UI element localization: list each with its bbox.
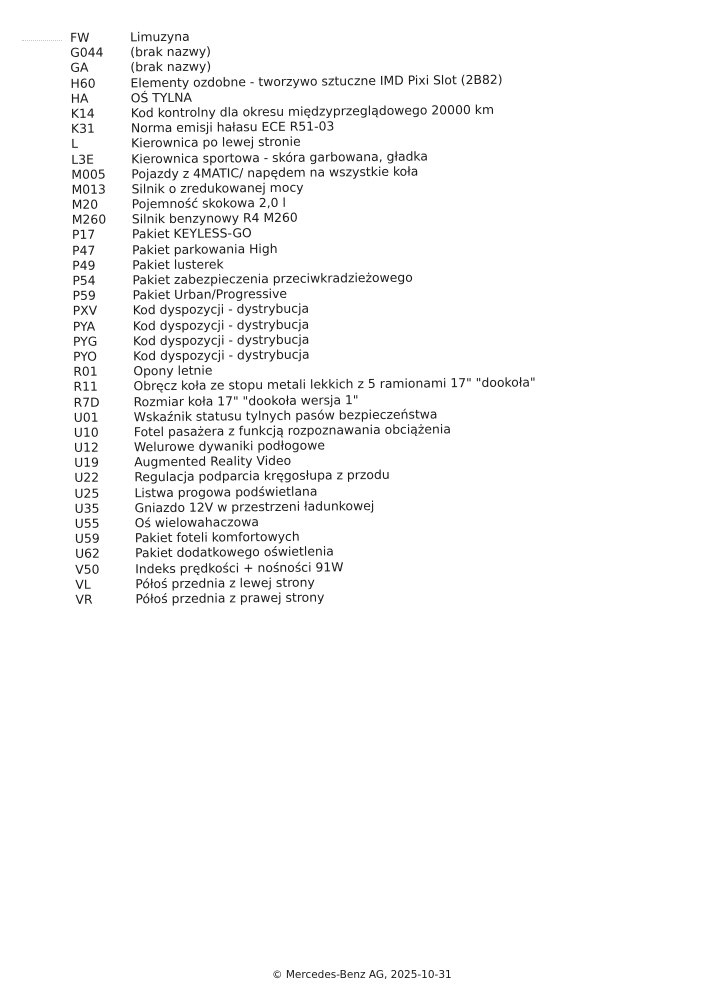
option-description: Limuzyna [129, 28, 190, 45]
option-description: Rozmiar koła 17" "dookoła wersja 1" [133, 391, 359, 409]
option-code: HA [70, 90, 89, 106]
option-description: Obręcz koła ze stopu metali lekkich z 5 ramionami 17" "dookoła" [133, 374, 536, 394]
option-code: U10 [73, 424, 99, 440]
option-description: Półoś przednia z lewej strony [135, 574, 315, 592]
option-description: Silnik benzynowy R4 M260 [131, 209, 298, 227]
option-code: PYG [72, 333, 98, 349]
option-description: Pakiet KEYLESS-GO [131, 225, 252, 242]
option-description: Pojemność skokowa 2,0 l [131, 194, 286, 212]
option-code: U22 [74, 470, 100, 486]
option-description: Pojazdy z 4MATIC/ napędem na wszystkie koła [131, 163, 419, 182]
option-description: Norma emisji hałasu ECE R51-03 [130, 118, 335, 136]
option-description: OŚ TYLNA [130, 89, 193, 106]
option-description: Pakiet Urban/Progressive [132, 286, 288, 303]
option-description: Pakiet zabezpieczenia przeciwkradzieżowego [132, 269, 413, 288]
option-code: GA [70, 60, 89, 76]
option-code: P49 [72, 257, 96, 273]
copyright-footer: © Mercedes-Benz AG, 2025-10-31 [272, 969, 452, 981]
option-description: Wskaźnik statusu tylnych pasów bezpieczeństwa [133, 406, 438, 424]
option-code: M013 [71, 181, 106, 197]
option-code: K14 [70, 105, 95, 121]
option-code: M20 [71, 196, 99, 212]
option-description: Kod kontrolny dla okresu międzyprzeglądowego 20000 km [130, 101, 495, 121]
option-code: U35 [74, 500, 100, 516]
option-code: K31 [70, 120, 95, 137]
option-code: FW [69, 29, 90, 45]
option-description: Kierownica sportowa - skóra garbowana, gładka [131, 147, 429, 166]
option-description: Oś wielowahaczowa [134, 514, 259, 531]
equipment-code-list [60, 24, 666, 607]
option-description: Fotel pasażera z funkcją rozpoznawania obciążenia [133, 421, 451, 440]
option-code: G044 [70, 44, 104, 61]
option-code: R7D [73, 394, 100, 410]
option-code: U62 [74, 546, 100, 562]
option-description: Gniazdo 12V w przestrzeni ładunkowej [134, 497, 375, 516]
option-code: VL [75, 576, 91, 592]
option-description: (brak nazwy) [130, 58, 212, 75]
option-description: Opony letnie [133, 362, 213, 379]
option-description: Listwa progowa podświetlana [134, 483, 318, 500]
option-code: VR [75, 591, 93, 607]
option-description: Welurowe dywaniki podłogowe [133, 437, 326, 455]
option-code: P59 [72, 287, 96, 304]
option-description: Kod dyspozycji - dystrybucja [132, 316, 310, 333]
option-description: (brak nazwy) [130, 43, 212, 60]
option-description: Kod dyspozycji - dystrybucja [133, 346, 310, 364]
option-code: P54 [72, 272, 96, 288]
option-code: M260 [71, 211, 107, 228]
option-code: V50 [75, 561, 100, 577]
option-description: Silnik o zredukowanej mocy [131, 179, 304, 197]
option-description: Półoś przednia z prawej strony [135, 589, 325, 607]
option-description: Kod dyspozycji - dystrybucja [132, 331, 310, 349]
option-description: Indeks prędkości + nośności 91W [135, 558, 344, 576]
option-code: M005 [71, 166, 106, 182]
option-description: Kod dyspozycji - dystrybucja [132, 300, 310, 318]
option-code: R01 [73, 363, 98, 380]
option-code: P47 [72, 242, 96, 258]
option-code: H60 [70, 75, 96, 91]
option-code: PYA [72, 318, 96, 334]
option-description: Pakiet dodatkowego oświetlenia [134, 543, 334, 561]
option-description: Pakiet foteli komfortowych [134, 528, 300, 546]
option-description: Kierownica po lewej stronie [131, 134, 301, 151]
option-description: Elementy ozdobne - tworzywo sztuczne IMD Pixi Slot (2B82) [130, 71, 503, 90]
scan-artifact [22, 40, 62, 45]
option-code: U55 [74, 515, 100, 531]
option-code: L3E [71, 151, 94, 167]
option-code: U19 [74, 454, 100, 471]
option-code: U01 [73, 409, 99, 425]
option-code: L [71, 136, 79, 152]
option-code: PXV [72, 303, 98, 319]
option-code: P17 [71, 227, 96, 243]
option-code: PYO [73, 348, 98, 364]
option-code: U12 [73, 439, 99, 455]
option-description: Augmented Reality Video [134, 453, 292, 470]
option-code: R11 [73, 378, 98, 395]
option-description: Pakiet lusterek [132, 256, 224, 273]
option-code: U25 [74, 485, 100, 501]
option-description: Regulacja podparcia kręgosłupa z przodu [134, 467, 390, 485]
option-description: Pakiet parkowania High [132, 240, 278, 257]
option-code: U59 [74, 530, 100, 547]
